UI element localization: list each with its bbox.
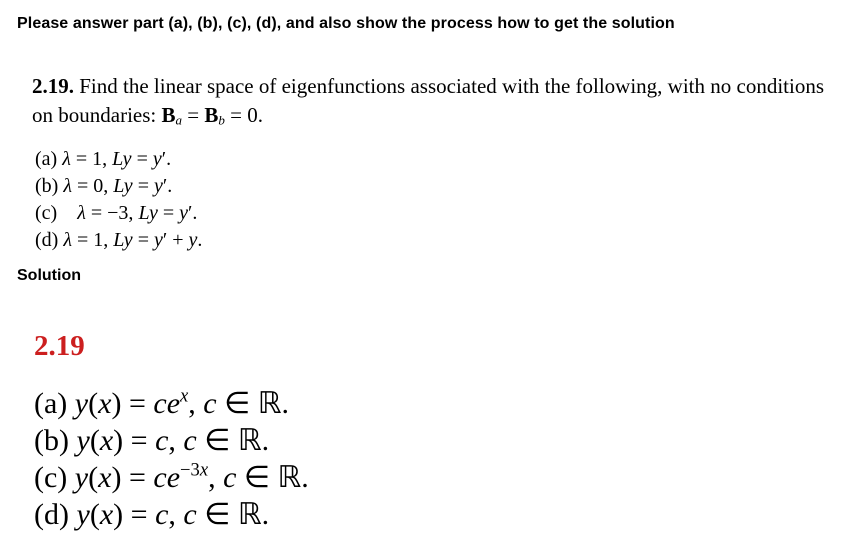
question-instruction: Please answer part (a), (b), (c), (d), and also show the process how to get the solution [17, 15, 675, 32]
part-d: (d) λ = 1, Ly = y′ + y. [35, 229, 203, 251]
solution-heading: 2.19 [34, 330, 85, 362]
problem-text: Find the linear space of eigenfunctions associated with the following, with no conditions on boundaries: [32, 74, 825, 127]
problem-statement [32, 72, 842, 130]
answer-a: (a) $y(x) = ce^x$, c ∈ ℝ. [34, 385, 290, 420]
answer-d: (d) y(x) = c, c ∈ ℝ. [34, 498, 270, 531]
answer-c: (c) $y(x) = ce^{-3x}$, c ∈ ℝ. [34, 459, 309, 494]
part-c: (c) λ = −3, Ly = y′. [35, 202, 198, 224]
answer-b: (b) y(x) = c, c ∈ ℝ. [34, 424, 270, 457]
problem-parts [35, 146, 202, 254]
part-a: (a) λ = 1, Ly = y′. [35, 148, 172, 170]
solution-answers [34, 385, 309, 533]
problem-number: 2.19. [32, 74, 74, 98]
part-b: (b) λ = 0, Ly = y′. [35, 175, 173, 197]
boundary-condition: $B_a = B_b = 0$. [161, 103, 263, 128]
solution-label: Solution [17, 267, 81, 284]
